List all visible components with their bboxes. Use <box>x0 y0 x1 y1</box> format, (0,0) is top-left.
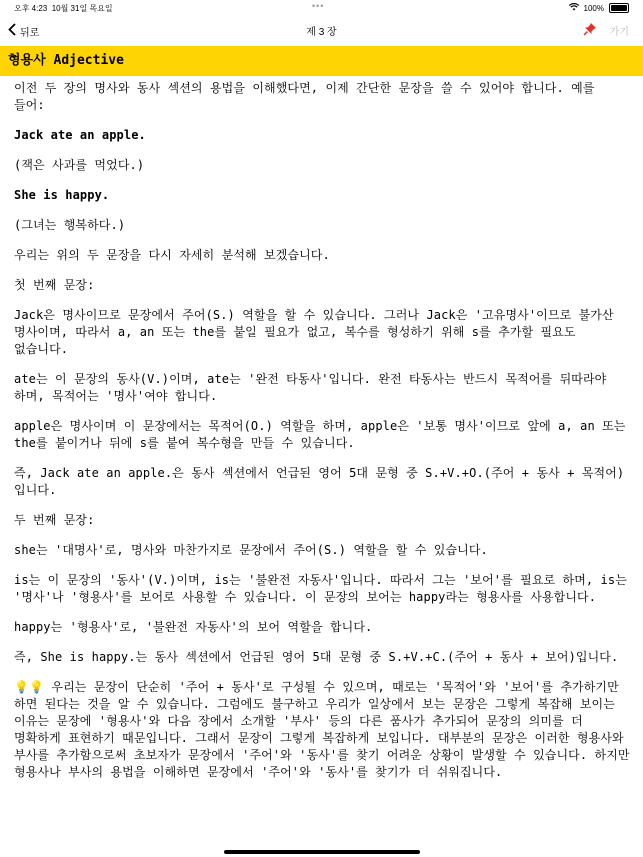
paragraph: 두 번째 문장: <box>14 513 95 527</box>
multitasking-dots-icon[interactable]: ••• <box>312 1 325 11</box>
paragraph: Jack은 명사이므로 문장에서 주어(S.) 역할을 할 수 있습니다. 그러나 Jack은 '고유명사'이므로 불가산 명사이며, 따라서 a, an 또는 the를 붙일 필요가 없고, 복수를 형성하기 위해 s를 추가할 필요도 없습니다. <box>14 308 614 356</box>
example-sentence: She is happy. <box>14 188 110 202</box>
pin-icon[interactable] <box>583 22 597 39</box>
paragraph: ate는 이 문장의 동사(V.)이며, ate는 '완전 타동사'입니다. 완전 타동사는 반드시 목적어를 뒤따라야 하며, 목적어는 '명사'여야 합니다. <box>14 372 607 403</box>
back-label: 뒤로 <box>20 27 40 39</box>
wifi-icon <box>569 3 579 13</box>
navigation-bar <box>0 14 643 46</box>
paragraph: is는 이 문장의 '동사'(V.)이며, is는 '불완전 자동사'입니다. 따라서 그는 '보어'를 필요로 하며, is는 '명사'나 '형용사'를 보어로 사용할 수 있습니다. 이 문장의 보어는 happy라는 형용사를 사용합니다. <box>14 573 627 604</box>
paragraph: (잭은 사과를 먹었다.) <box>14 158 145 172</box>
page-title: 제 3 장 <box>306 27 337 38</box>
status-right <box>569 3 629 13</box>
paragraph: 첫 번째 문장: <box>14 278 95 292</box>
paragraph: she는 '대명사'로, 명사와 마찬가지로 문장에서 주어(S.) 역할을 할 수 있습니다. <box>14 543 488 557</box>
home-indicator[interactable] <box>224 850 420 854</box>
battery-percent: 100% <box>583 3 604 13</box>
paragraph: apple은 명사이며 이 문장에서는 목적어(O.) 역할을 하며, apple은 '보통 명사'이므로 앞에 a, an 또는 the를 붙이거나 뒤에 s를 붙여 복수형을 만들 수 있습니다. <box>14 419 626 450</box>
paragraph: 즉, Jack ate an apple.은 동사 섹션에서 언급된 영어 5대 문형 중 S.+V.+O.(주어 + 동사 + 목적어)입니다. <box>14 466 625 497</box>
paragraph: happy는 '형용사'로, '불완전 자동사'의 보어 역할을 합니다. <box>14 620 373 634</box>
tip-paragraph: 💡💡 우리는 문장이 단순히 '주어 + 동사'로 구성될 수 있으며, 때로는 '목적어'와 '보어'를 추가하기만 하면 된다는 것을 알 수 있습니다. 그럼에도 불구하고 우리가 일상에서 보는 문장은 그렇게 복잡해 보이는 이유는 문장에 '형용사'와 다음 장에서 소개할 '부사' 등의 다른 품사가 추가되어 문장의 의미를 더 명확하게 표현하기 때문입니다. 그래서 문장이 그렇게 복잡하게 보입니다. 대부분의 문장은 이러한 형용사와 부사를 추가함으로써 초보자가 문장에서 '주어'와 '동사'를 찾기 어려운 상황이 발생할 수 있습니다. 하지만 형용사나 부사의 용법을 이해하면 문장에서 '주어'와 '동사'를 찾기가 더 쉬워집니다. <box>14 680 630 779</box>
paragraph: 이전 두 장의 명사와 동사 섹션의 용법을 이해했다면, 이제 간단한 문장을 쓸 수 있어야 합니다. 예를 들어: <box>14 81 595 112</box>
battery-icon <box>609 3 629 13</box>
example-sentence: Jack ate an apple. <box>14 128 146 142</box>
forward-button[interactable]: 가기 <box>609 27 629 38</box>
paragraph: 즉, She is happy.는 동사 섹션에서 언급된 영어 5대 문형 중 S.+V.+C.(주어 + 동사 + 보어)입니다. <box>14 650 619 664</box>
status-time: 오후 4:23 10월 31일 목요일 <box>14 4 113 13</box>
paragraph: (그녀는 행복하다.) <box>14 218 126 232</box>
paragraph: 우리는 위의 두 문장을 다시 자세히 분석해 보겠습니다. <box>14 248 330 262</box>
status-bar <box>0 0 643 14</box>
section-header: 형용사 Adjective <box>0 46 643 76</box>
content-body <box>14 80 632 794</box>
